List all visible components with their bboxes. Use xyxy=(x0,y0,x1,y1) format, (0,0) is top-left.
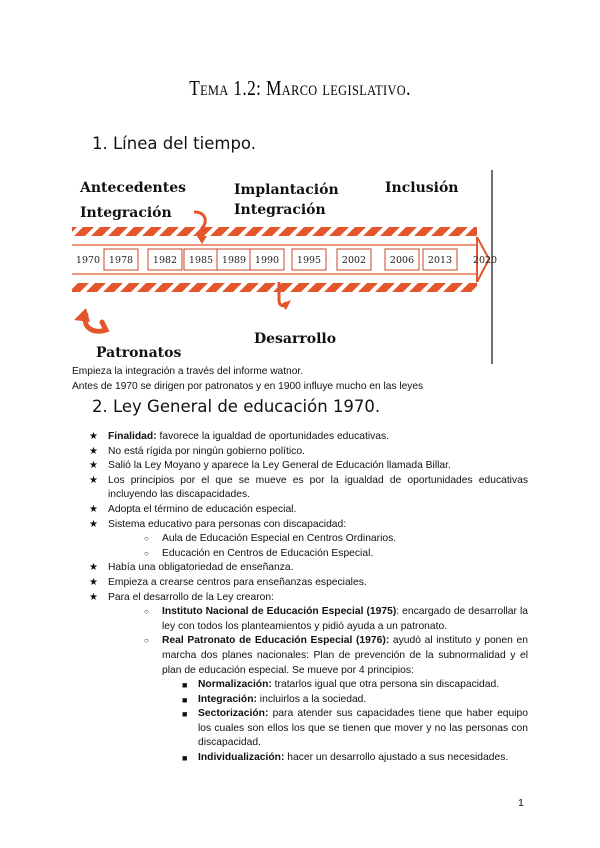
timeline-year-1985: 1985 xyxy=(188,255,214,266)
intro-line: Empieza la integración a través del informe watnor. xyxy=(72,366,304,377)
sub-list xyxy=(108,605,528,766)
sub-list-item xyxy=(142,547,528,562)
term-label: Instituto Nacional de Educación Especial (1975) xyxy=(162,606,397,618)
star-bullet-icon: ★ xyxy=(89,591,98,603)
timeline-year-2002: 2002 xyxy=(341,255,367,266)
sub-list-item xyxy=(142,605,528,634)
list-item-text: Sistema educativo para personas con discapacidad: xyxy=(108,518,347,530)
curved-arrow-head-icon xyxy=(74,308,90,322)
timeline-label-implantacion: Implantación xyxy=(234,182,339,198)
square-bullet-icon: ■ xyxy=(182,694,188,705)
intro-line: Antes de 1970 se dirigen por patronatos y en 1900 influye mucho en las leyes xyxy=(72,381,424,392)
list-item xyxy=(88,591,528,766)
timeline-top-stripe xyxy=(72,227,477,236)
list-item-text: Adopta el término de educación especial. xyxy=(108,503,297,515)
timeline-bottom-stripe xyxy=(72,283,477,292)
principle-item xyxy=(180,693,528,708)
term-label: Sectorización: xyxy=(198,708,269,720)
timeline-label-integracion: Integración xyxy=(80,205,172,221)
star-bullet-icon: ★ xyxy=(89,460,98,472)
list-item-text: hacer un desarrollo ajustado a sus necesidades. xyxy=(284,752,509,764)
sub-list-item xyxy=(142,532,528,547)
connector-arrow-head-icon xyxy=(281,300,291,310)
sub-list xyxy=(108,532,528,561)
term-label: Individualización: xyxy=(198,752,285,764)
star-bullet-icon: ★ xyxy=(89,431,98,442)
timeline-label-inclusion: Inclusión xyxy=(385,180,459,196)
principle-item xyxy=(180,707,528,751)
timeline-label-antecedentes: Antecedentes xyxy=(80,180,186,196)
list-item xyxy=(88,459,528,474)
square-bullet-icon: ■ xyxy=(182,709,188,720)
list-item-text: para atender sus capacidades tiene que haber equipo los cuales son ellos los que se tienen que mover y no las personas con discapacidad. xyxy=(198,708,528,749)
timeline-year-1982: 1982 xyxy=(152,255,178,266)
list-item xyxy=(88,430,528,445)
star-bullet-icon: ★ xyxy=(89,474,98,486)
list-item-text: Salió la Ley Moyano y aparece la Ley General de Educación llamada Billar. xyxy=(108,460,451,472)
star-bullet-icon: ★ xyxy=(89,576,98,588)
list-item xyxy=(88,474,528,503)
principles-list xyxy=(162,678,528,766)
circle-bullet-icon: ○ xyxy=(144,636,149,646)
term-label: Normalización: xyxy=(198,679,272,691)
timeline-figure xyxy=(72,170,498,364)
list-item-text: Empieza a crearse centros para enseñanzas especiales. xyxy=(108,576,367,588)
list-item-text: Aula de Educación Especial en Centros Ordinarios. xyxy=(162,533,397,545)
timeline-year-1989: 1989 xyxy=(221,255,247,266)
list-item-text: Educación en Centros de Educación Especial. xyxy=(162,547,374,559)
page-number: 1 xyxy=(518,797,524,809)
list-item-text: Los principios por el que se mueve es por la igualdad de oportunidades educativas incluyendo las discapacidades. xyxy=(108,474,528,501)
list-item xyxy=(88,503,528,518)
list-item xyxy=(88,561,528,576)
sub-list-item xyxy=(142,634,528,765)
list-item-text: Había una obligatoriedad de enseñanza. xyxy=(108,562,294,574)
timeline-year-2013: 2013 xyxy=(427,255,453,266)
list-item-text: tratarlos igual que otra persona sin discapacidad. xyxy=(271,679,500,691)
principle-item xyxy=(180,678,528,693)
star-bullet-icon: ★ xyxy=(89,503,98,515)
section-heading-timeline: 1. Línea del tiempo. xyxy=(92,134,256,153)
list-item-text: ayudó al instituto y ponen en marcha dos planes nacionales: Plan de prevención de la subnormalidad y el plan de educación especial. Se mueve por 4 principios: xyxy=(162,635,528,676)
star-bullet-icon: ★ xyxy=(89,562,98,574)
circle-bullet-icon: ○ xyxy=(144,548,149,558)
star-bullet-icon: ★ xyxy=(89,518,98,530)
timeline-year-1978: 1978 xyxy=(108,255,134,266)
term-label: Real Patronato de Educación Especial (1976): xyxy=(162,635,390,647)
timeline-label-integracion-2: Integración xyxy=(234,202,326,218)
timeline-year-1995: 1995 xyxy=(296,255,322,266)
circle-bullet-icon: ○ xyxy=(144,534,149,544)
timeline-label-desarrollo: Desarrollo xyxy=(254,331,337,347)
timeline-year-1970: 1970 xyxy=(75,255,101,266)
list-item-text: Para el desarrollo de la Ley crearon: xyxy=(108,591,274,603)
section-heading-ley-general: 2. Ley General de educación 1970. xyxy=(92,397,381,416)
document-title: Tema 1.2: Marco legislativo. xyxy=(189,76,411,100)
list-item xyxy=(88,518,528,562)
timeline-label-patronatos: Patronatos xyxy=(96,345,182,361)
list-item-text: incluirlos a la sociedad. xyxy=(256,693,367,705)
list-item-text: : encargado de desarrollar la ley con todos los planteamientos y pidió ayuda a un patronato. xyxy=(162,606,528,632)
timeline-year-1990: 1990 xyxy=(254,255,280,266)
timeline-year-2006: 2006 xyxy=(389,255,415,266)
list-item xyxy=(88,445,528,460)
square-bullet-icon: ■ xyxy=(182,753,188,764)
star-bullet-icon: ★ xyxy=(89,445,98,457)
list-item-text: favorece la igualdad de oportunidades educativas. xyxy=(156,431,390,442)
principle-item xyxy=(180,751,528,766)
term-label: Integración: xyxy=(198,693,257,705)
list-item xyxy=(88,576,528,591)
square-bullet-icon: ■ xyxy=(182,680,188,691)
term-label: Finalidad: xyxy=(108,431,157,442)
bullet-list xyxy=(88,430,528,766)
list-item-text: No está rígida por ningún gobierno político. xyxy=(108,445,305,457)
timeline-year-2020: 2020 xyxy=(472,255,498,266)
circle-bullet-icon: ○ xyxy=(144,607,149,617)
